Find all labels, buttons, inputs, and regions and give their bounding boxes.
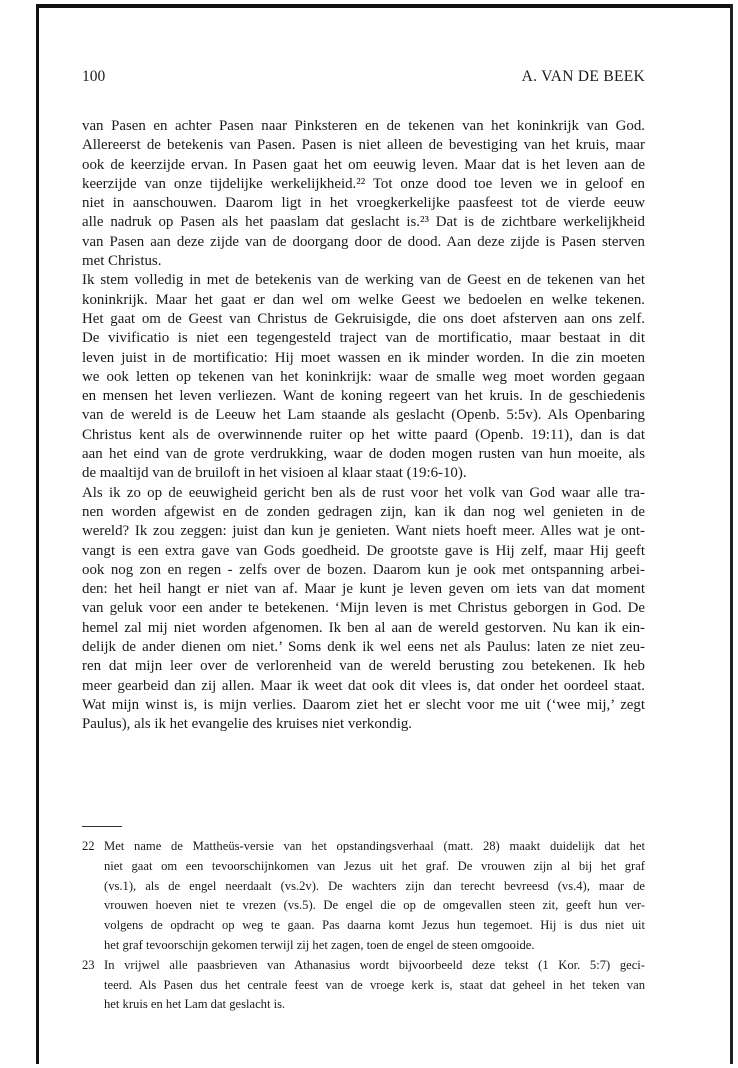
body-line: van geluk voor een ander te betekenen. ‘Mijn leven is met Christus geborgen in God. De xyxy=(82,600,645,617)
footnote-line: vrouwen hoeven niet te vrezen (vs.5). De engel die op de omgevallen steen zit, geeft hun ver- xyxy=(104,898,645,913)
page-header xyxy=(82,68,645,90)
footnote-line: het kruis en het Lam dat geslacht is. xyxy=(104,997,286,1012)
body-line: Paulus), als ik het evangelie des kruises niet verkondig. xyxy=(82,716,413,733)
body-line: ook de keerzijde ervan. In Pasen gaat het om eeuwig leven. Maar dat is het leven aan de xyxy=(82,156,645,173)
body-line: aan het eind van de grote verdrukking, waar de doden mogen rusten van hun moeite, als xyxy=(82,446,645,463)
body-line: Wat mijn winst is, is mijn verlies. Daarom ziet het er slecht voor me uit (‘wee mij,’ zegt xyxy=(82,696,645,713)
body-line: Allereerst de betekenis van Pasen. Pasen is niet alleen de bevestiging van het kruis, maar xyxy=(82,137,645,154)
body-line: koninkrijk. Maar het gaat er dan wel om welke Geest we bedoelen en welke tekenen. xyxy=(82,291,645,308)
footnote-line: niet gaat om een tevoorschijnkomen van Jezus uit het graf. De vrouwen zijn al bij het graf xyxy=(104,858,645,873)
body-line: delijk de ander dienen om niet.’ Soms denk ik wel eens net als Paulus: laten ze niet zeu- xyxy=(82,639,645,656)
body-text xyxy=(82,117,645,735)
footnote-line: Met name de Mattheüs-versie van het opstandingsverhaal (matt. 28) maakt duidelijk dat het xyxy=(104,839,645,853)
body-line: en mensen het leven verliezen. Want de koning regeert van het kruis. In de geschiedenis xyxy=(82,388,645,405)
body-line: De vivificatio is niet een tegengesteld traject van de mortificatio, maar bestaat in dit xyxy=(82,330,645,347)
body-line: de maaltijd van de bruiloft in het visioen al klaar staat (19:6-10). xyxy=(82,465,467,482)
footnote-22 xyxy=(82,837,645,956)
body-line: we ook letten op tekenen van het koninkrijk: waar de smalle weg moet worden gegaan xyxy=(82,368,645,385)
body-line: van de wereld is de Leeuw het Lam staande als geslacht (Openb. 5:5v). Als Openbaring xyxy=(82,407,645,424)
body-line: Het gaat om de Geest van Christus de Gekruisigde, die ons doet afsterven aan ons zelf. xyxy=(82,310,645,327)
footnote-line: In vrijwel alle paasbrieven van Athanasius wordt bijvoorbeeld deze tekst (1 Kor. 5:7) geci- xyxy=(104,957,645,972)
running-head: A. VAN DE BEEK xyxy=(521,68,645,85)
footnote-line: het graf tevoorschijn gekomen terwijl zij het zagen, toen de engel de steen omgooide. xyxy=(104,937,535,952)
body-line: nen worden afgewist en de zonden gedragen zijn, kan ik dan nog wel genieten in de xyxy=(82,503,645,520)
footnote-number: 23 xyxy=(82,957,95,972)
body-line: vangt is een extra gave van Gods goedheid. De grootste gave is Hij zelf, maar Hij geeft xyxy=(82,542,645,559)
body-line: niet in aanschouwen. Daarom ligt in het vroegkerkelijke paasfeest tot de vierde eeuw xyxy=(82,195,645,212)
body-line: ook nog zon en regen - zelfs over de bozen. Daarom kun je ook met ontspanning arbei- xyxy=(82,561,645,578)
footnote-line: (vs.1), als de engel neerdaalt (vs.2v). De wachters zijn dan terecht bevreesd (vs.4), maar de xyxy=(104,878,645,893)
footnote-23 xyxy=(82,956,645,1015)
body-line: Ik stem volledig in met de betekenis van de werking van de Geest en de tekenen van het xyxy=(82,272,645,289)
body-line: van Pasen aan deze zijde van de doorgang door de dood. Aan deze zijde is Pasen sterven xyxy=(82,233,645,250)
body-line: keerzijde van onze tijdelijke werkelijkheid.²² Tot onze dood toe leven we in geloof en xyxy=(82,175,645,192)
footnote-line: teerd. Als Pasen dus het centrale feest van de vroege kerk is, staat dat geheel in het teken van xyxy=(104,977,645,992)
body-line: van Pasen en achter Pasen naar Pinksteren en de tekenen van het koninkrijk van God. xyxy=(82,118,645,134)
body-line: met Christus. xyxy=(82,253,162,270)
body-line: Als ik zo op de eeuwigheid gericht ben als de rust voor het volk van God waar alle tra- xyxy=(82,484,645,501)
body-line: Christus kent als de overwinnende ruiter op het witte paard (Openb. 19:11), dan is dat xyxy=(82,426,645,443)
footnote-line: volgens de opdracht op weg te gaan. Pas daarna komt Jezus hun tegemoet. Hij is dus niet uit xyxy=(104,918,645,933)
footnote-rule xyxy=(82,826,122,827)
body-line: hemel zal mij niet worden afgenomen. Ik ben al aan de wereld gestorven. Nu kan ik ein- xyxy=(82,619,645,636)
scan-border-left xyxy=(36,4,39,1064)
scan-border-top xyxy=(36,4,732,8)
body-line: ren dat mijn leer over de verlorenheid van de wereld berusting zou betekenen. Ik heb xyxy=(82,658,645,675)
footnotes xyxy=(82,837,645,1015)
page-number: 100 xyxy=(82,68,106,85)
body-line: den: het heil hangt er niet van af. Maar je kunt je leven geven om iets van dat moment xyxy=(82,581,645,598)
body-line: leven juist in de mortificatio: Hij moet wassen en ik minder worden. In die zin moeten xyxy=(82,349,645,366)
body-line: wereld? Ik zou zeggen: juist dan kun je genieten. Want niets hoeft meer. Alles wat je ont- xyxy=(82,523,645,540)
body-line: meer gearbeid dan zij allen. Maar ik weet dat ook dit vlees is, dat onder het oordeel staat. xyxy=(82,677,645,694)
body-line: alle nadruk op Pasen als het paaslam dat geslacht is.²³ Dat is de zichtbare werkelijkheid xyxy=(82,214,645,231)
scan-border-right xyxy=(730,4,733,1064)
footnote-number: 22 xyxy=(82,839,95,853)
